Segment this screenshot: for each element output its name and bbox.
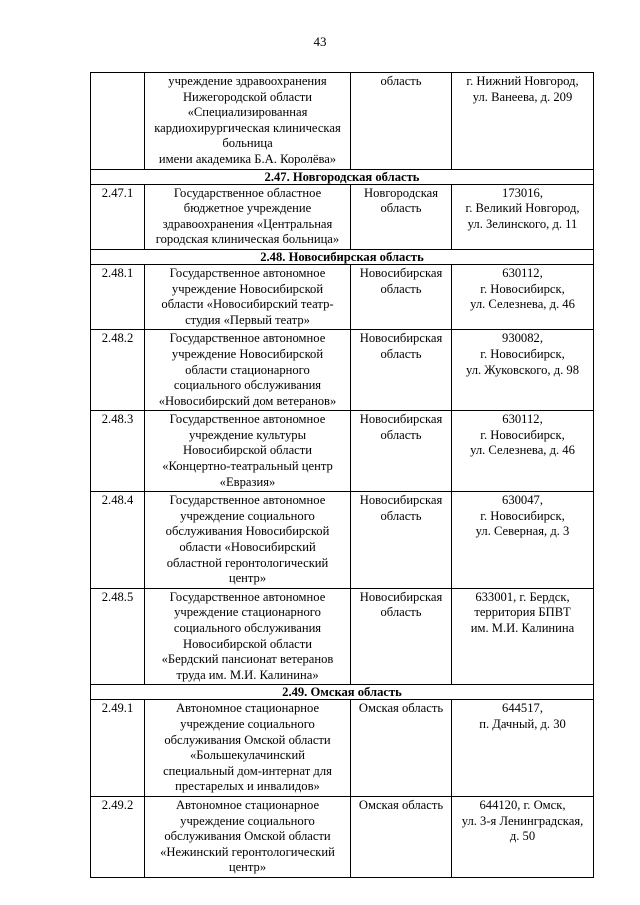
address xyxy=(452,796,594,877)
institution-name-line: «Новосибирский дом ветеранов» xyxy=(158,393,337,408)
institution-name-line: «Специализированная xyxy=(187,105,308,120)
address xyxy=(452,700,594,797)
institution-name-line: «Евразия» xyxy=(219,474,276,489)
institution-name-line: учреждение Новосибирской xyxy=(171,281,324,296)
item-number: 2.49.2 xyxy=(91,796,145,877)
region-line: область xyxy=(380,508,422,523)
institution-name-line: социального обслуживания xyxy=(173,378,322,393)
institution-name-line: Государственное автономное xyxy=(169,265,326,280)
table-row xyxy=(91,492,594,589)
institution-name-line: учреждение здравоохранения xyxy=(168,74,327,88)
institution-name xyxy=(145,700,351,797)
region-line: область xyxy=(380,201,422,216)
item-number: 2.48.3 xyxy=(91,411,145,492)
address-line: 173016, xyxy=(502,185,543,200)
institution-name-line: здравоохранения «Центральная xyxy=(162,216,333,231)
region-line: Новосибирская xyxy=(359,493,443,508)
institution-name xyxy=(145,264,351,329)
region-line: Омская область xyxy=(358,797,444,812)
region xyxy=(351,184,452,249)
institution-name-line: престарелых и инвалидов» xyxy=(175,779,320,794)
institution-name-line: Автономное стационарное xyxy=(175,797,320,812)
table-row xyxy=(91,264,594,329)
address-line: ул. Селезнева, д. 46 xyxy=(470,443,575,458)
institution-name-line: обслуживания Омской области xyxy=(164,829,331,844)
institution-name-line: Государственное автономное xyxy=(169,493,326,508)
institution-name-line: больница xyxy=(222,136,273,151)
address xyxy=(452,73,594,170)
item-number xyxy=(91,73,145,170)
institution-name-line: учреждение социального xyxy=(180,813,315,828)
institution-name xyxy=(145,330,351,411)
section-title: 2.48. Новосибирская область xyxy=(91,249,594,264)
address-line: территория БПВТ xyxy=(474,605,571,620)
address-line: 930082, xyxy=(502,331,543,346)
institution-name-line: студия «Первый театр» xyxy=(185,312,310,327)
address-line: г. Нижний Новгород, xyxy=(466,74,579,88)
institution-name xyxy=(145,588,351,685)
address-line: 633001, г. Бердск, xyxy=(475,589,570,604)
institution-name-line: бюджетное учреждение xyxy=(183,201,312,216)
address xyxy=(452,411,594,492)
table-row xyxy=(91,700,594,797)
institution-name-line: социального обслуживания xyxy=(173,621,322,635)
address xyxy=(452,184,594,249)
institutions-table xyxy=(90,72,594,878)
region xyxy=(351,330,452,411)
institution-name-line: учреждение социального xyxy=(180,508,315,523)
institution-name-line: имени академика Б.А. Королёва» xyxy=(158,151,337,166)
address-line: им. М.И. Калинина xyxy=(470,621,575,635)
address-line: п. Дачный, д. 30 xyxy=(479,716,566,731)
item-number: 2.48.2 xyxy=(91,330,145,411)
address xyxy=(452,264,594,329)
region xyxy=(351,588,452,685)
institution-name-line: труда им. М.И. Калинина» xyxy=(176,667,319,682)
address-line: г. Великий Новгород, xyxy=(465,201,580,216)
table-row xyxy=(91,73,594,170)
section-header-row xyxy=(91,169,594,184)
institution-name-line: центр» xyxy=(228,571,267,586)
institution-name-line: учреждение социального xyxy=(180,716,315,731)
institution-name-line: кардиохирургическая клиническая xyxy=(154,120,341,135)
institution-name xyxy=(145,184,351,249)
address-line: г. Новосибирск, xyxy=(480,281,565,296)
address-line: ул. Зелинского, д. 11 xyxy=(467,216,578,231)
institution-name-line: «Нежинский геронтологический xyxy=(160,844,335,859)
institution-name-line: «Концертно-театральный центр xyxy=(162,459,333,474)
section-title: 2.47. Новгородская область xyxy=(91,169,594,184)
address-line: ул. Северная, д. 3 xyxy=(475,524,570,539)
institution-name-line: области «Новосибирский театр- xyxy=(161,297,334,312)
region-line: Омская область xyxy=(358,701,444,716)
region-line: Новгородская xyxy=(363,185,439,200)
item-number: 2.48.5 xyxy=(91,588,145,685)
institution-name-line: «Бердский пансионат ветеранов xyxy=(161,652,334,667)
region xyxy=(351,492,452,589)
section-title: 2.49. Омская область xyxy=(91,685,594,700)
institution-name-line: Государственное автономное xyxy=(169,331,326,346)
table-row xyxy=(91,411,594,492)
address-line: 630112, xyxy=(502,412,543,427)
institution-name-line: Автономное стационарное xyxy=(175,701,320,716)
institution-name-line: области стационарного xyxy=(185,362,310,377)
institution-name-line: специальный дом-интернат для xyxy=(163,763,332,778)
section-header-row xyxy=(91,685,594,700)
table-row xyxy=(91,588,594,685)
institution-name-line: Новосибирской области xyxy=(183,443,312,458)
institution-name-line: обслуживания Новосибирской xyxy=(165,524,330,539)
region-line: Новосибирская xyxy=(359,331,443,346)
address-line: 630047, xyxy=(502,493,543,508)
institution-name-line: области «Новосибирский xyxy=(179,540,316,555)
address-line: г. Новосибирск, xyxy=(480,508,565,523)
address xyxy=(452,492,594,589)
address-line: ул. Селезнева, д. 46 xyxy=(470,297,575,312)
region-line: область xyxy=(380,605,422,620)
region-line: Новосибирская xyxy=(359,412,443,427)
table-row xyxy=(91,330,594,411)
region xyxy=(351,264,452,329)
region-line: область xyxy=(380,427,422,442)
region xyxy=(351,73,452,170)
region xyxy=(351,411,452,492)
institution-name xyxy=(145,492,351,589)
institution-name-line: Государственное областное xyxy=(173,185,322,200)
address-line: ул. 3-я Ленинградская, xyxy=(461,813,584,828)
address xyxy=(452,588,594,685)
institution-name-line: центр» xyxy=(228,860,267,875)
item-number: 2.48.1 xyxy=(91,264,145,329)
address-line: д. 50 xyxy=(509,829,536,844)
region-line: Новосибирская xyxy=(359,589,443,604)
institution-name-line: областной геронтологический xyxy=(166,555,329,570)
institution-name-line: городская клиническая больница» xyxy=(155,232,340,247)
institution-name-line: учреждение культуры xyxy=(188,427,307,442)
table-row xyxy=(91,184,594,249)
institution-name xyxy=(145,73,351,170)
institution-name-line: Государственное автономное xyxy=(169,589,326,604)
address-line: г. Новосибирск, xyxy=(480,427,565,442)
institution-name-line: учреждение Новосибирской xyxy=(171,346,324,361)
institution-name-line: Новосибирской области xyxy=(183,636,312,651)
address-line: 644120, г. Омск, xyxy=(479,797,566,812)
address-line: 630112, xyxy=(502,265,543,280)
region-line: область xyxy=(380,281,422,296)
item-number: 2.49.1 xyxy=(91,700,145,797)
region-line: область xyxy=(380,346,422,361)
institution-name-line: Нижегородской области xyxy=(182,89,313,104)
address-line: г. Новосибирск, xyxy=(480,346,565,361)
address-line: ул. Ванеева, д. 209 xyxy=(472,89,573,104)
region-line: область xyxy=(380,74,422,88)
institution-name-line: Государственное автономное xyxy=(169,412,326,427)
table-row xyxy=(91,796,594,877)
page-number: 43 xyxy=(313,34,327,49)
item-number: 2.48.4 xyxy=(91,492,145,589)
institution-name-line: учреждение стационарного xyxy=(174,605,321,620)
address-line: 644517, xyxy=(502,701,543,716)
section-header-row xyxy=(91,249,594,264)
address xyxy=(452,330,594,411)
institution-name xyxy=(145,796,351,877)
address-line: ул. Жуковского, д. 98 xyxy=(465,362,580,377)
region-line: Новосибирская xyxy=(359,265,443,280)
institution-name xyxy=(145,411,351,492)
institution-name-line: обслуживания Омской области xyxy=(164,732,331,747)
region xyxy=(351,796,452,877)
region xyxy=(351,700,452,797)
institution-name-line: «Большекулачинский xyxy=(189,748,306,763)
item-number: 2.47.1 xyxy=(91,184,145,249)
table-body xyxy=(91,73,594,878)
